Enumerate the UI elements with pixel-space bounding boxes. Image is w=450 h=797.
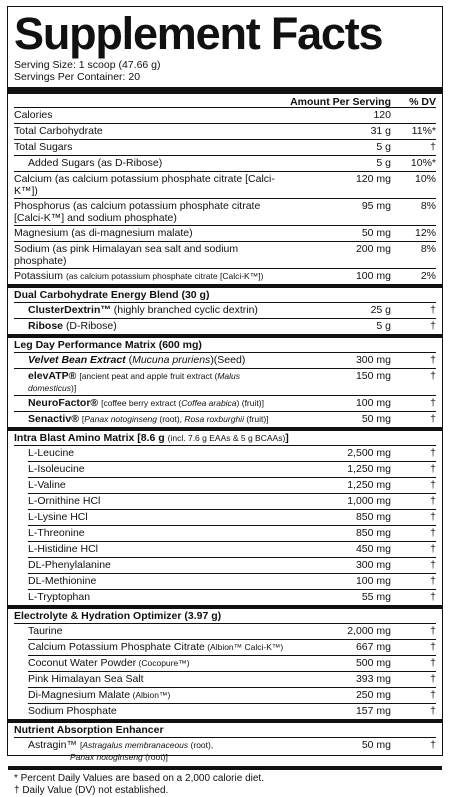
ingredient-name: DL-Phenylalanine — [28, 559, 111, 571]
ingredient-amount: 1,000 mg — [347, 495, 391, 507]
ingredient-row — [28, 640, 436, 656]
ingredient-row: Senactiv® [Panax notoginseng (root), Rosa roxburghii (fruit)] 50 mg † — [28, 413, 436, 425]
ingredient-row: ClusterDextrin™ (highly branched cyclic dextrin) 25 g † — [14, 303, 436, 319]
ingredient-row — [28, 624, 436, 640]
ingredient-name: L-Histidine HCl — [28, 543, 99, 555]
ingredient-amount: 300 mg — [355, 559, 391, 571]
ingredient-row: NeuroFactor® [coffee berry extract (Coffea arabica) (fruit)] 100 mg † — [14, 396, 436, 412]
amino-list — [14, 446, 436, 605]
section-title-amino: Intra Blast Amino Matrix [8.6 g (incl. 7.6 g EAAs & 5 g BCAAs)] — [14, 431, 436, 446]
section-title-absorption: Nutrient Absorption Enhancer — [14, 723, 436, 738]
panel-title: Supplement Facts — [14, 8, 383, 59]
amount-header: Amount Per Serving — [290, 96, 391, 108]
electrolyte-list — [14, 624, 436, 719]
nutrient-row: Calories 120 — [14, 108, 436, 124]
ingredient-row — [28, 672, 436, 688]
nutrient-row: Added Sugars (as D-Ribose) 5 g 10%* — [14, 156, 436, 172]
ingredient-row — [28, 558, 436, 574]
ingredient-amount: 2,500 mg — [347, 447, 391, 459]
ingredient-row — [28, 494, 436, 510]
ingredient-name: Pink Himalayan Sea Salt — [28, 673, 144, 685]
ingredient-row — [28, 574, 436, 590]
ingredient-dv: † — [430, 559, 436, 571]
ingredient-name: L-Valine — [28, 479, 66, 491]
ingredient-dv: † — [430, 689, 436, 701]
ingredient-amount: 1,250 mg — [347, 463, 391, 475]
ingredient-dv: † — [430, 641, 436, 653]
ingredient-name: L-Lysine HCl — [28, 511, 88, 523]
ingredient-dv: † — [430, 657, 436, 669]
ingredient-amount: 393 mg — [355, 673, 391, 685]
ingredient-row — [28, 446, 436, 462]
ingredient-name: L-Isoleucine — [28, 463, 85, 475]
ingredient-dv: † — [430, 705, 436, 717]
ingredient-name: DL-Methionine — [28, 575, 97, 587]
medium-divider — [8, 766, 442, 770]
ingredient-amount: 2,000 mg — [347, 625, 391, 637]
dv-header: % DV — [409, 96, 436, 108]
ingredient-name: Calcium Potassium Phosphate Citrate (Albion™ Calci-K™) — [28, 641, 284, 653]
ingredient-note: (Cocopure™) — [136, 658, 190, 668]
servings-per-container: Servings Per Container: 20 — [14, 71, 141, 83]
ingredient-note: (Albion™) — [130, 690, 171, 700]
ingredient-row — [28, 590, 436, 605]
ingredient-name: L-Tryptophan — [28, 591, 91, 603]
nutrient-row: Sodium (as pink Himalayan sea salt and sodium phosphate) 200 mg 8% — [14, 243, 436, 267]
ingredient-row — [28, 462, 436, 478]
ingredient-dv: † — [430, 625, 436, 637]
nutrient-row: Total Carbohydrate 31 g 11%* — [14, 124, 436, 140]
ingredient-amount: 157 mg — [355, 705, 391, 717]
ingredient-note: (Albion™ Calci-K™) — [204, 642, 284, 652]
ingredient-row — [28, 688, 436, 704]
ingredient-amount: 100 mg — [355, 575, 391, 587]
ingredient-row — [28, 478, 436, 494]
ingredient-row — [28, 526, 436, 542]
section-title-carb-blend: Dual Carbohydrate Energy Blend (30 g) — [14, 288, 436, 303]
ingredient-name: L-Ornithine HCl — [28, 495, 101, 507]
ingredient-dv: † — [430, 591, 436, 603]
ingredient-name: Di-Magnesium Malate (Albion™) — [28, 689, 171, 701]
nutrient-row: Total Sugars 5 g † — [14, 140, 436, 156]
ingredient-dv: † — [430, 575, 436, 587]
ingredient-name: Sodium Phosphate — [28, 705, 117, 717]
ingredient-row: Ribose (D-Ribose) 5 g † — [28, 320, 436, 332]
ingredient-amount: 667 mg — [355, 641, 391, 653]
ingredient-dv: † — [430, 673, 436, 685]
ingredient-amount: 55 mg — [361, 591, 391, 603]
ingredient-amount: 850 mg — [355, 511, 391, 523]
ingredient-dv: † — [430, 543, 436, 555]
nutrient-row: Potassium (as calcium potassium phosphate citrate [Calci-K™]) 100 mg 2% — [14, 270, 436, 282]
nutrient-row: Phosphorus (as calcium potassium phosphate citrate [Calci-K™] and sodium phosphate) 95 mg 8% — [14, 200, 436, 224]
ingredient-dv: † — [430, 463, 436, 475]
ingredient-dv: † — [430, 495, 436, 507]
column-header — [14, 94, 436, 108]
ingredient-name: Taurine — [28, 625, 63, 637]
nutrient-row: Calcium (as calcium potassium phosphate citrate [Calci-K™]) 120 mg 10% — [14, 173, 436, 197]
ingredient-name: L-Leucine — [28, 447, 75, 459]
ingredient-name: L-Threonine — [28, 527, 85, 539]
nutrient-row: Magnesium (as di-magnesium malate) 50 mg 12% — [14, 226, 436, 242]
thick-divider — [8, 87, 442, 94]
ingredient-name: Coconut Water Powder (Cocopure™) — [28, 657, 190, 669]
ingredient-dv: † — [430, 527, 436, 539]
ingredient-dv: † — [430, 447, 436, 459]
ingredient-row — [28, 656, 436, 672]
ingredient-amount: 1,250 mg — [347, 479, 391, 491]
ingredient-amount: 450 mg — [355, 543, 391, 555]
section-title-electrolyte: Electrolyte & Hydration Optimizer (3.97 g) — [14, 609, 436, 624]
ingredient-row: Astragin™ [Astragalus membranaceous (root), Panax notoginseng (root)] 50 mg † — [28, 739, 436, 762]
footnote-dv: * Percent Daily Values are based on a 2,000 calorie diet. — [14, 773, 264, 784]
ingredient-amount: 500 mg — [355, 657, 391, 669]
ingredient-row: elevATP® [ancient peat and apple fruit extract (Malus domesticus)] 150 mg † — [14, 369, 436, 396]
ingredient-dv: † — [430, 479, 436, 491]
section-title-leg-day: Leg Day Performance Matrix (600 mg) — [14, 338, 436, 353]
ingredient-amount: 850 mg — [355, 527, 391, 539]
ingredient-dv: † — [430, 511, 436, 523]
supplement-facts-panel — [7, 6, 443, 796]
ingredient-row — [28, 704, 436, 719]
ingredient-row — [28, 510, 436, 526]
ingredient-row: Velvet Bean Extract (Mucuna pruriens)(Seed) 300 mg † — [14, 353, 436, 369]
footnote-dagger: † Daily Value (DV) not established. — [14, 785, 169, 796]
serving-size: Serving Size: 1 scoop (47.66 g) — [14, 59, 161, 71]
ingredient-row — [28, 542, 436, 558]
ingredient-amount: 250 mg — [355, 689, 391, 701]
